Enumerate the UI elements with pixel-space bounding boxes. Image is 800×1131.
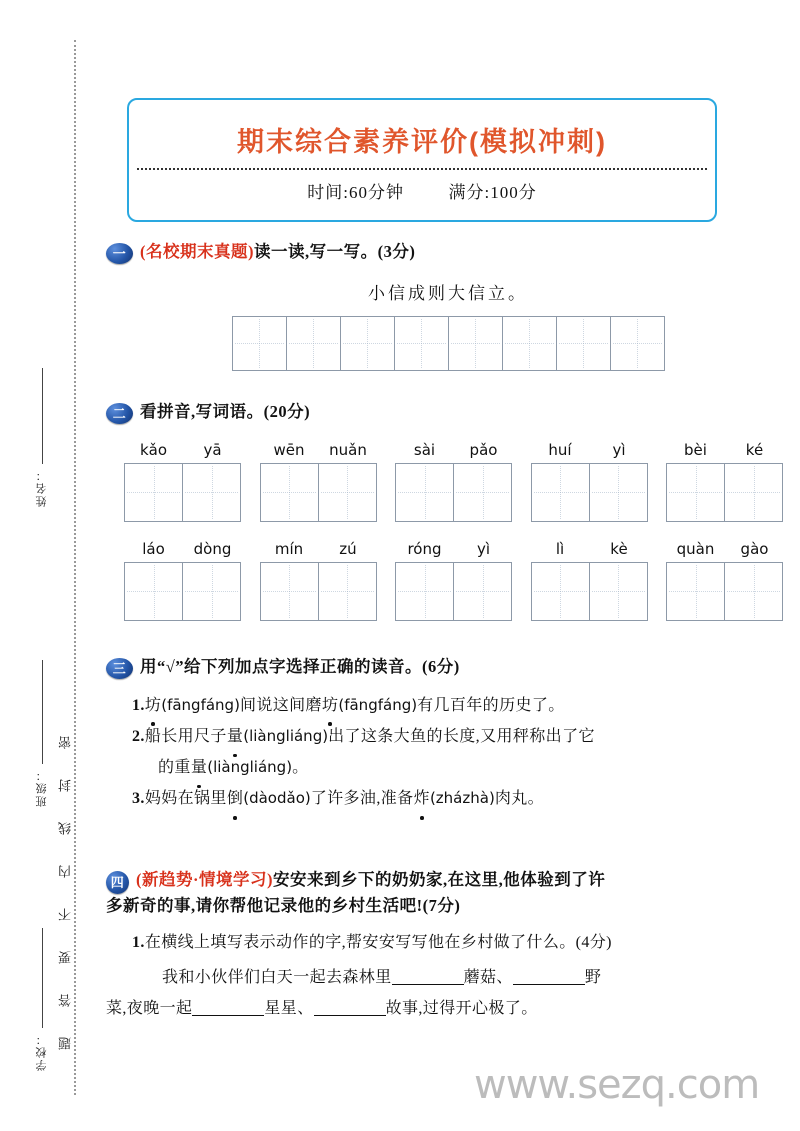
section-four-heading-line2 [106,894,790,919]
grid-cell[interactable] [724,463,783,522]
section-two [106,400,790,621]
pinyin-syllable: lì [555,539,565,558]
pinyin-row-2 [124,540,784,621]
word-group [395,540,513,621]
pinyin-syllable: huí [548,440,572,459]
question-item [132,721,790,752]
pinyin-option: fáng) [377,695,418,714]
pinyin-option: liáng) [285,726,329,745]
fill-text: 星星、 [264,1000,314,1018]
item-number: 3. [132,790,145,808]
pinyin-option: fáng) [200,695,240,714]
grid-cell[interactable] [531,463,590,522]
section-badge-1: 一 [106,243,133,264]
section-four-tag: (新趋势·情境学习) [136,870,273,889]
blank-field[interactable] [392,984,464,985]
question-item [132,690,790,721]
exam-meta [129,178,715,203]
pinyin-syllable: yì [476,539,491,558]
item-number: 1. [132,696,145,714]
item-text: 肉丸。 [494,790,545,808]
item-text: 有几百年的历史了。 [417,696,565,714]
dotted-char: 倒 [227,783,243,814]
field-rule-class [42,660,43,764]
word-boxes[interactable] [531,463,649,522]
item-text: 船长用尺子 [144,727,227,745]
pinyin-label [666,441,784,459]
blank-field[interactable] [192,1015,264,1016]
grid-cell[interactable] [260,463,319,522]
pinyin-label [531,540,649,558]
word-boxes[interactable] [531,562,649,621]
grid-cell[interactable] [395,463,454,522]
grid-cell[interactable] [666,562,725,621]
pinyin-option: (fāng [161,695,201,714]
word-boxes[interactable] [124,562,242,621]
grid-cell[interactable] [589,463,648,522]
pinyin-syllable: mín [274,539,304,558]
grid-cell[interactable] [394,316,449,371]
word-boxes[interactable] [260,463,378,522]
pinyin-option: liáng) [249,758,293,777]
word-group [124,540,242,621]
field-label-school: 学校： [36,1032,48,1071]
pinyin-syllable: wēn [273,440,305,459]
section-two-title: 看拼音,写词语。(20分) [140,402,311,421]
pinyin-syllable: láo [142,539,165,558]
section-one-heading [106,240,790,265]
item-text: 妈妈在锅里 [144,790,227,808]
dotted-char: 炸 [414,783,430,814]
grid-cell[interactable] [232,316,287,371]
pinyin-label [531,441,649,459]
word-group [531,441,649,522]
section-two-heading [106,400,790,425]
pinyin-option: zhà) [462,789,495,808]
field-label-name: 姓名： [36,468,48,507]
section-one [106,240,790,371]
section-three-heading [106,655,790,680]
dotted-char: 量 [227,721,243,752]
item-text: 出了这条大鱼的长度,又用秤称出了它 [328,727,595,745]
site-watermark: www.sezq.com [474,1062,760,1108]
grid-cell[interactable] [448,316,503,371]
item-text: 。 [292,759,309,777]
grid-cell[interactable] [453,562,512,621]
writing-grid-wrap [106,316,790,371]
writing-grid[interactable] [232,316,665,371]
grid-cell[interactable] [531,562,590,621]
item-text: 了许多油,准备 [310,790,414,808]
dotted-char: 量 [191,752,207,783]
field-rule-school [42,928,43,1028]
word-boxes[interactable] [666,463,784,522]
grid-cell[interactable] [340,316,395,371]
grid-cell[interactable] [589,562,648,621]
section-three-title: 用“√”给下列加点字选择正确的读音。(6分) [140,657,460,676]
grid-cell[interactable] [318,562,377,621]
fill-text: 蘑菇、 [463,968,513,986]
word-group [666,540,784,621]
pinyin-option: (liàng [207,758,250,777]
word-boxes[interactable] [260,562,378,621]
blank-field[interactable] [513,984,585,985]
item-number: 1. [132,933,145,951]
pinyin-label [395,540,513,558]
pinyin-label [666,540,784,558]
pinyin-option: dǎo) [276,789,311,808]
grid-cell[interactable] [286,316,341,371]
pinyin-label [124,441,242,459]
fill-text: 我和小伙伴们白天一起去森林里 [162,968,392,986]
fill-blank-line-1 [106,962,790,993]
pinyin-syllable: dòng [193,539,232,558]
section-one-sentence: 小信成则大信立。 [368,283,528,303]
exam-total-score: 满分:100分 [448,183,537,202]
pinyin-label [260,441,378,459]
field-rule-name [42,368,43,464]
exam-time: 时间:60分钟 [307,183,404,202]
pinyin-syllable: kǎo [139,440,168,459]
section-four [106,868,790,1024]
fill-blank-line-2 [106,993,790,1024]
pinyin-option: (fāng [338,695,378,714]
exam-header-card [127,98,717,222]
grid-cell[interactable] [182,463,241,522]
pinyin-label [124,540,242,558]
pinyin-option: (liàng [243,726,286,745]
pinyin-syllable: nuǎn [329,440,367,459]
pinyin-syllable: yā [203,440,222,459]
grid-cell[interactable] [724,562,783,621]
section-four-heading [106,868,790,894]
word-boxes[interactable] [666,562,784,621]
pinyin-label [395,441,513,459]
dotted-char: 坊 [322,690,338,721]
grid-cell[interactable] [666,463,725,522]
exam-page [96,0,800,1131]
grid-cell[interactable] [395,562,454,621]
pinyin-syllable: zú [339,539,357,558]
fill-text: 菜,夜晚一起 [106,1000,193,1018]
grid-cell[interactable] [556,316,611,371]
section-one-title: 读一读,写一写。(3分) [254,242,416,261]
pinyin-row-1 [124,441,784,522]
fill-text: 故事,过得开心极了。 [385,1000,538,1018]
pinyin-option: (dào [243,789,277,808]
grid-cell[interactable] [124,562,183,621]
word-group [124,441,242,522]
fill-text: 野 [584,968,602,986]
item-text: 的重 [158,759,191,777]
word-boxes[interactable] [124,463,242,522]
pinyin-syllable: gào [740,539,769,558]
pinyin-syllable: bèi [684,440,707,459]
pinyin-syllable: quàn [676,539,715,558]
word-group [531,540,649,621]
word-boxes[interactable] [395,562,513,621]
pinyin-syllable: ké [745,440,764,459]
word-group [395,441,513,522]
pinyin-option: (zhá [429,789,463,808]
grid-cell[interactable] [124,463,183,522]
seal-line-text: 题答要不内线封密 [58,706,73,1050]
item-text: 间说这间磨 [239,696,322,714]
grid-cell[interactable] [502,316,557,371]
dotted-char: 坊 [145,690,161,721]
word-group [666,441,784,522]
question-item-continuation [158,752,790,783]
word-group [260,540,378,621]
section-three [106,655,790,815]
pinyin-syllable: sài [413,440,436,459]
grid-cell[interactable] [610,316,665,371]
blank-field[interactable] [314,1015,386,1016]
seal-margin [0,0,96,1131]
sub-question [132,927,790,958]
grid-cell[interactable] [260,562,319,621]
title-divider [137,168,707,170]
word-group [260,441,378,522]
grid-cell[interactable] [318,463,377,522]
question-item [132,783,790,814]
section-badge-2: 二 [106,403,133,424]
field-label-class: 班级： [36,768,48,807]
section-four-title-line1: 安安来到乡下的奶奶家,在这里,他体验到了许 [273,870,606,889]
section-badge-3: 三 [106,658,133,679]
pinyin-syllable: yì [612,440,626,459]
section-one-tag: (名校期末真题) [140,242,254,261]
pinyin-label [260,540,378,558]
page-title: 期末综合素养评价(模拟冲刺) [237,127,607,157]
section-three-items [132,690,790,815]
pinyin-syllable: róng [407,539,442,558]
pinyin-syllable: pǎo [469,440,498,459]
grid-cell[interactable] [453,463,512,522]
section-badge-4: 四 [106,871,129,894]
word-boxes[interactable] [395,463,513,522]
item-text: 在横线上填写表示动作的字,帮安安写写他在乡村做了什么。(4分) [144,933,612,951]
grid-cell[interactable] [182,562,241,621]
item-number: 2. [132,727,145,745]
pinyin-syllable: kè [610,539,628,558]
section-four-title-line2: 多新奇的事,请你帮他记录他的乡村生活吧!(7分) [106,896,461,915]
